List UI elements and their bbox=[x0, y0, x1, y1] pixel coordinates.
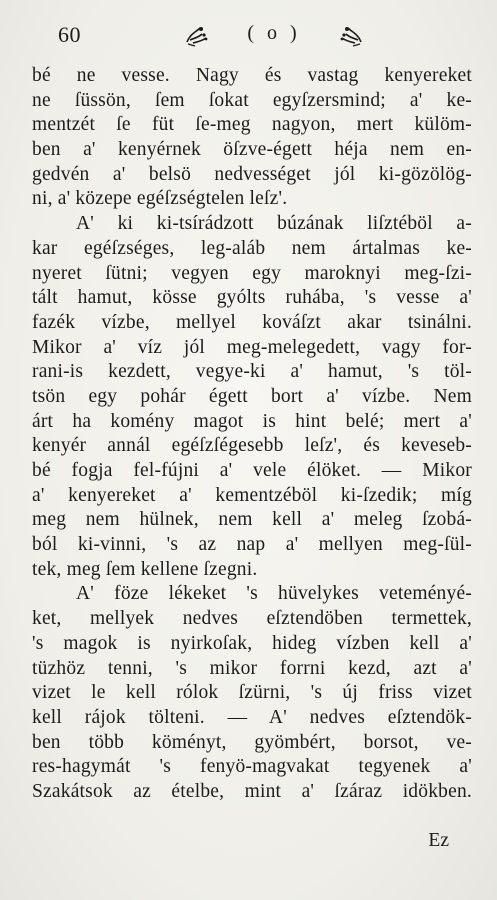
text-line: A' föze lékeket 's hüvelykes veteményé- bbox=[76, 583, 472, 605]
text-line: ni, a' közepe egéſzségtelen leſz'. bbox=[32, 188, 288, 210]
text-line: nyeret ſütni; vegyen egy maroknyi meg-ſzi- bbox=[32, 262, 472, 284]
text-line: Mikor a' víz jól meg-melegedett, vagy for- bbox=[32, 336, 472, 358]
text-line: meg nem hülnek, nem kell a' meleg ſzobá- bbox=[32, 509, 472, 531]
text-line: bé fogja fel-fújni a' vele élöket. — Mikor bbox=[32, 460, 472, 481]
text-line: ból ki-vinni, 's az nap a' mellyen meg-ſül- bbox=[32, 534, 472, 556]
text-line: a' kenyereket a' kementzéböl ki-ſzedik; míg bbox=[32, 484, 472, 506]
text-line: ben több köményt, gyömbért, borsot, ve- bbox=[32, 731, 472, 753]
text-line: bé ne vesse. Nagy és vastag kenyereket bbox=[32, 65, 472, 86]
text-line: gedvén a' belsö nedvességet jól ki-gözölög- bbox=[32, 163, 472, 185]
text-line: mentzét ſe füt ſe-meg nagyon, mert külöm- bbox=[32, 114, 472, 136]
page-number: 60 bbox=[58, 22, 81, 47]
text-line: ne ſüssön, ſem ſokat egyſzersmind; a' ke- bbox=[32, 89, 472, 111]
text-line: tált hamut, kösse gyólts ruhába, 's vesse a' bbox=[32, 287, 472, 309]
text-line: kar egéſzséges, leg-aláb nem ártalmas ke- bbox=[32, 237, 472, 259]
text-line: tüzhöz tenni, 's mikor forrni kezd, azt a' bbox=[32, 657, 472, 679]
page-header bbox=[58, 22, 458, 50]
text-line: 's magok is nyirkoſak, hideg vízben kell a' bbox=[32, 632, 472, 654]
running-head-group bbox=[184, 22, 354, 50]
catchword: Ez bbox=[428, 830, 449, 851]
text-line: tsön egy pohár égett bort a' vízbe. Nem bbox=[32, 385, 472, 407]
text-line: árt ha komény magot is hint belé; mert a' bbox=[32, 410, 472, 432]
page-body-text bbox=[32, 64, 472, 805]
text-line: kenyér annál egéſzſégesebb leſz', és keveseb- bbox=[32, 435, 472, 457]
floral-ornament-icon bbox=[184, 24, 210, 48]
text-line: res-hagymát 's fenyö-magvakat tegyenek a' bbox=[32, 756, 472, 778]
floral-ornament-icon bbox=[338, 24, 364, 48]
text-line: A' ki ki-tsírádzott búzának liſztéböl a- bbox=[76, 213, 472, 235]
text-line: rani-is kezdett, vegye-ki a' hamut, 's töl- bbox=[32, 361, 472, 383]
text-line: fazék vízbe, mellyel kováſzt akar tsinálni. bbox=[32, 311, 472, 333]
text-line: ben a' kenyérnek öſzve-égett héja nem en- bbox=[32, 139, 472, 161]
text-line: vizet le kell rólok ſzürni, 's új friss vizet bbox=[32, 682, 472, 704]
text-line: ket, mellyek nedves eſztendöben termettek, bbox=[32, 608, 472, 630]
running-head: ( o ) bbox=[247, 22, 301, 44]
text-line: tek, meg ſem kellene ſzegni. bbox=[32, 558, 258, 580]
text-line: kell rájok tölteni. — A' nedves eſztendök- bbox=[32, 706, 472, 728]
text-line: Szakátsok az ételbe, mint a' ſzáraz idökben. bbox=[32, 780, 472, 802]
